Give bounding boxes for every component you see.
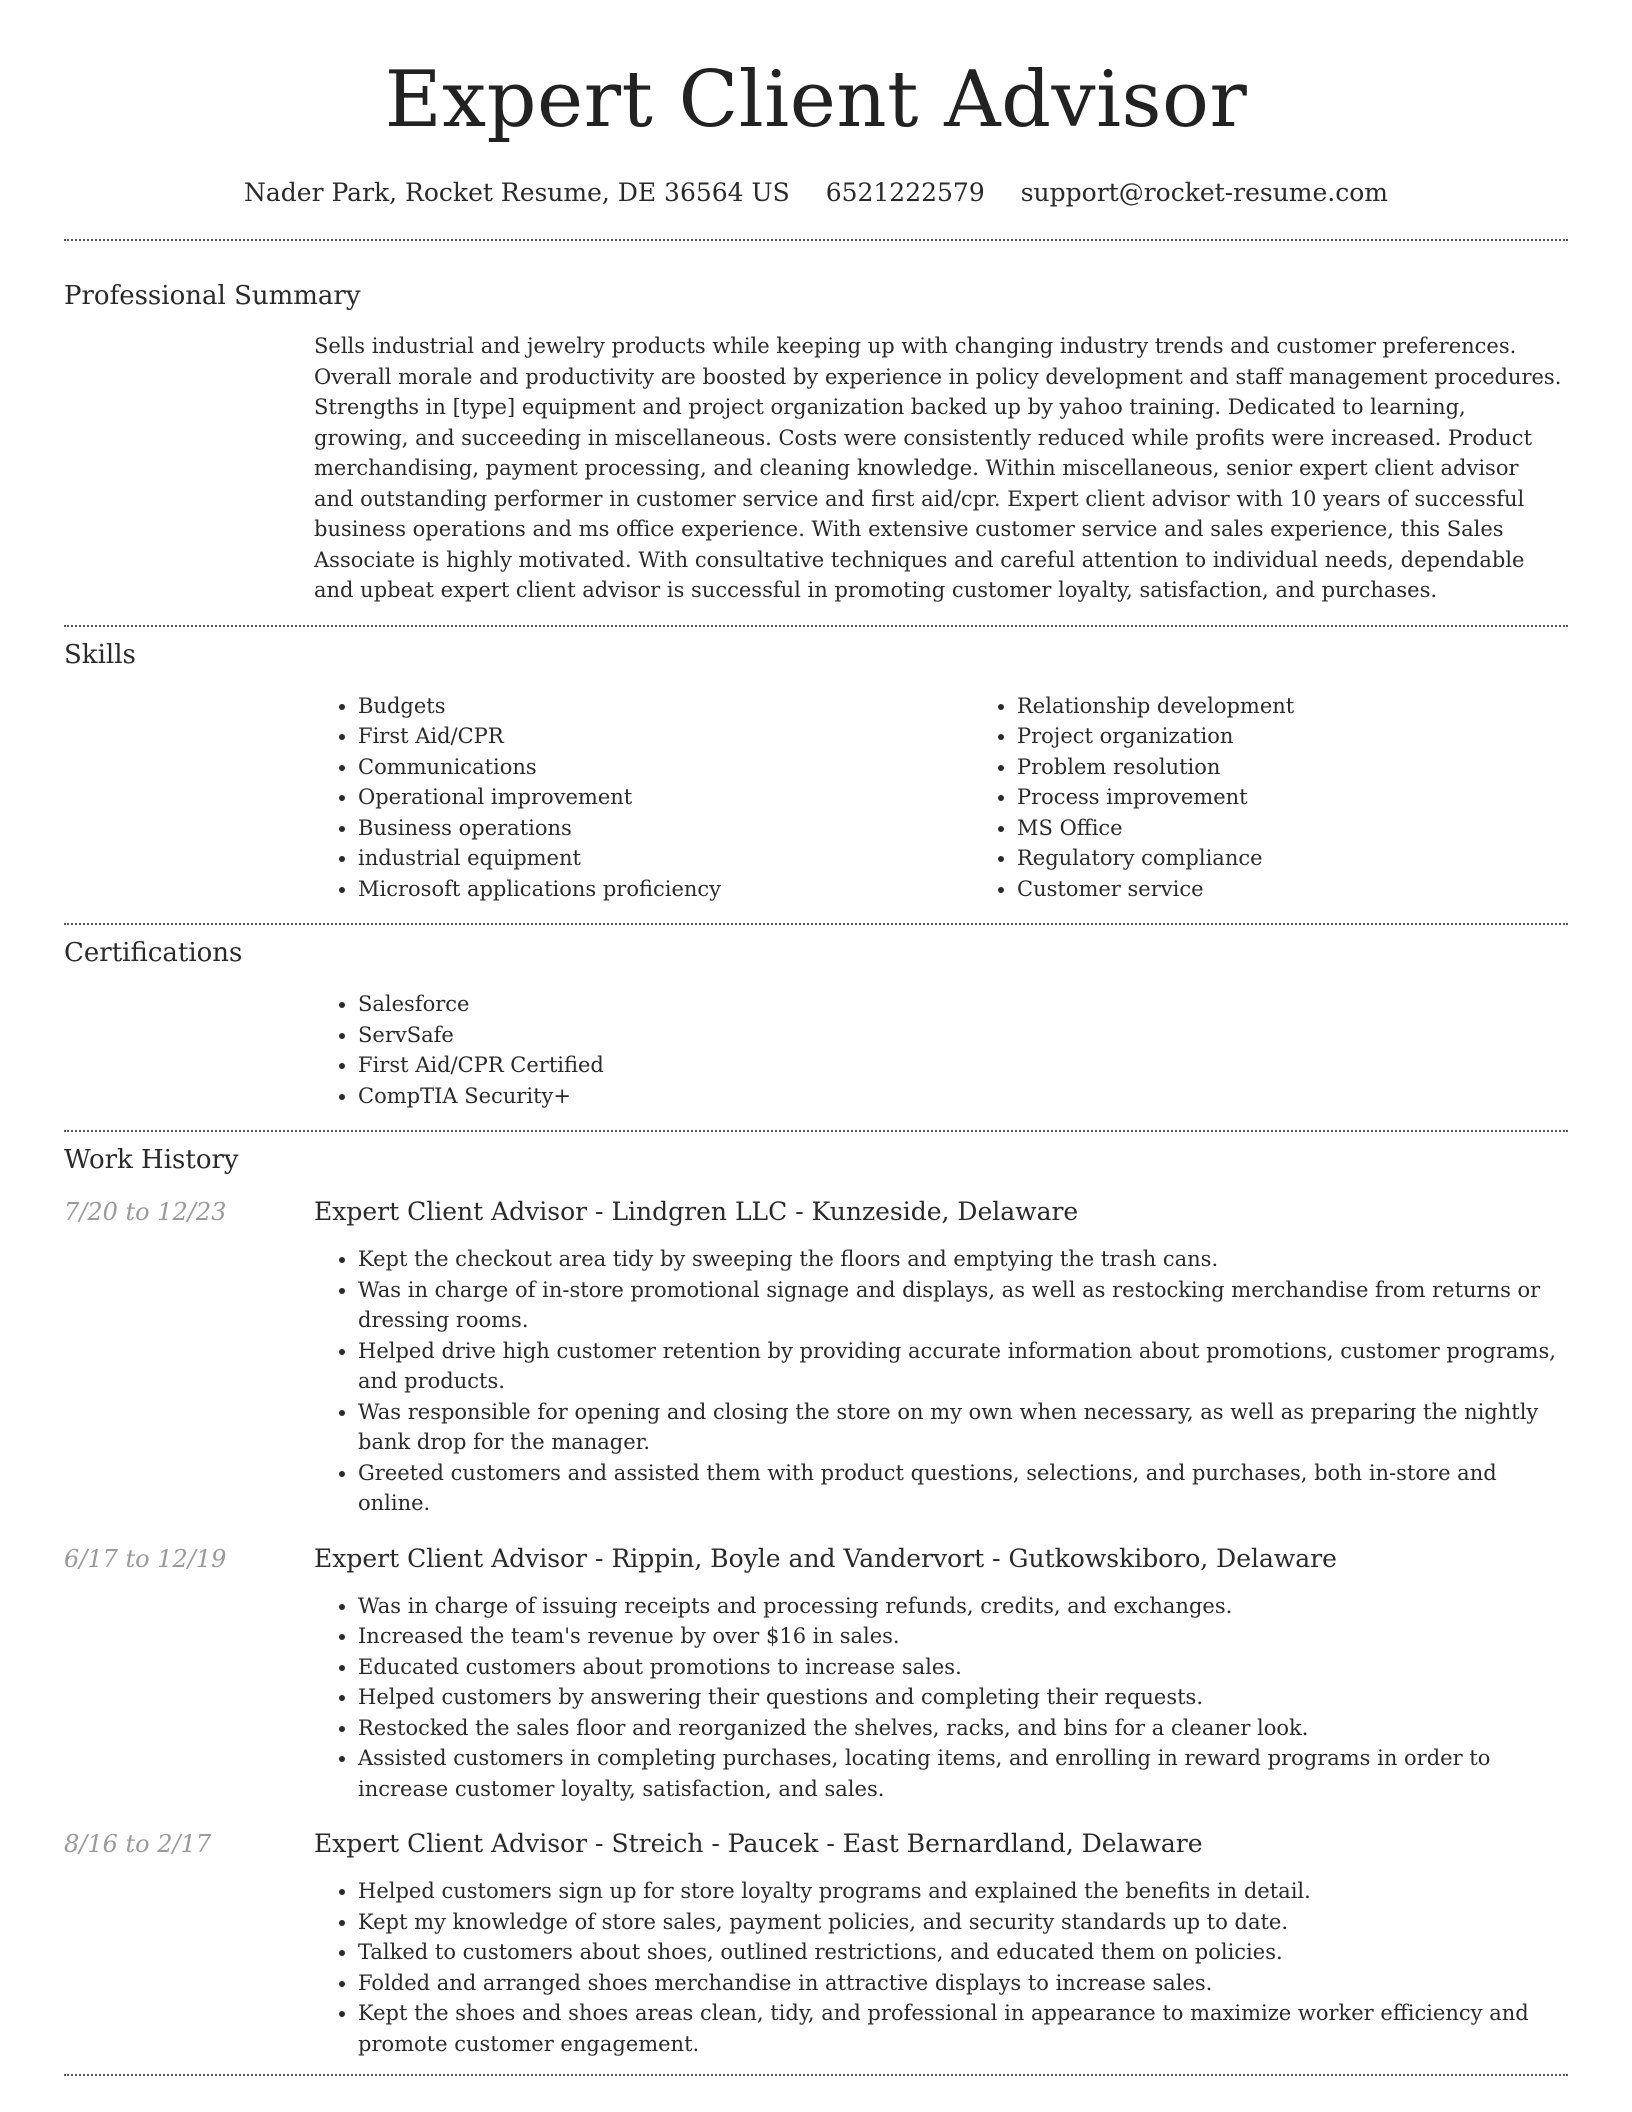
- skill-item: • Relationship development: [1017, 691, 1632, 722]
- certifications-divider: [64, 1130, 1568, 1132]
- contact-line: [64, 176, 1568, 210]
- job-bullets: [314, 1244, 1568, 1519]
- resume-page: [64, 0, 1568, 2076]
- job-entry: [64, 1196, 1568, 1519]
- header-divider: [64, 239, 1568, 241]
- certification-item: • First Aid/CPR Certified: [358, 1050, 1564, 1081]
- contact-address: Nader Park, Rocket Resume, DE 36564 US: [243, 178, 790, 207]
- work-section: [64, 1143, 1568, 2059]
- skill-item: • Regulatory compliance: [1017, 843, 1632, 874]
- skill-item: • Business operations: [358, 813, 973, 844]
- contact-email: support@rocket-resume.com: [1020, 178, 1389, 207]
- job-title: Expert Client Advisor - Lindgren LLC - Kunzeside, Delaware: [314, 1197, 1079, 1226]
- certifications-title: Certifications: [64, 938, 243, 968]
- job-bullet: • Restocked the sales floor and reorganized the shelves, racks, and bins for a cleaner look.: [358, 1713, 1568, 1744]
- job-bullet: • Folded and arranged shoes merchandise in attractive displays to increase sales.: [358, 1968, 1568, 1999]
- skills-divider: [64, 923, 1568, 925]
- summary-text: Sells industrial and jewelry products while keeping up with changing industry trends and customer preferences. Overall morale and productivity are boosted by experience in policy development and staff management procedures. Strengths in [type] equipment and project organization backed up by yahoo training. Dedicated to learning, growing, and succeeding in miscellaneous. Costs were consistently reduced while profits were increased. Product merchandising, payment processing, and cleaning knowledge. Within miscellaneous, senior expert client advisor and outstanding performer in customer service and first aid/cpr. Expert client advisor with 10 years of successful business operations and ms office experience. With extensive customer service and sales experience, this Sales Associate is highly motivated. With consultative techniques and careful attention to individual needs, dependable and upbeat expert client advisor is successful in promoting customer loyalty, satisfaction, and purchases.: [314, 334, 1562, 602]
- skill-item: • First Aid/CPR: [358, 721, 973, 752]
- contact-phone: 6521222579: [825, 178, 985, 207]
- skills-grid: [314, 691, 1564, 905]
- certification-item: • CompTIA Security+: [358, 1081, 1564, 1112]
- job-bullet: • Helped customers by answering their questions and completing their requests.: [358, 1682, 1568, 1713]
- job-bullets: [314, 1876, 1568, 2059]
- job-bullet: • Was responsible for opening and closing the store on my own when necessary, as well as preparing the nightly bank drop for the manager.: [358, 1397, 1568, 1458]
- job-bullet: • Greeted customers and assisted them with product questions, selections, and purchases, both in-store and online.: [358, 1458, 1568, 1519]
- summary-divider: [64, 625, 1568, 627]
- job-bullet: • Talked to customers about shoes, outlined restrictions, and educated them on policies.: [358, 1937, 1568, 1968]
- job-entry: [64, 1828, 1568, 2059]
- certification-item: • ServSafe: [358, 1020, 1564, 1051]
- job-bullet: • Increased the team's revenue by over $16 in sales.: [358, 1621, 1568, 1652]
- job-dates: 8/16 to 2/17: [64, 1830, 212, 1858]
- skills-title: Skills: [64, 639, 136, 670]
- job-bullet: • Helped drive high customer retention by providing accurate information about promotions, customer programs, and products.: [358, 1336, 1568, 1397]
- skill-item: • industrial equipment: [358, 843, 973, 874]
- job-bullets: [314, 1591, 1568, 1805]
- skill-item: • Budgets: [358, 691, 973, 722]
- work-jobs: [64, 1196, 1568, 2059]
- candidate-name: Expert Client Advisor: [384, 55, 1248, 145]
- summary-title: Professional Summary: [64, 281, 361, 311]
- job-bullet: • Assisted customers in completing purchases, locating items, and enrolling in reward programs in order to increase customer loyalty, satisfaction, and sales.: [358, 1743, 1568, 1804]
- skill-item: • Project organization: [1017, 721, 1632, 752]
- skill-item: • MS Office: [1017, 813, 1632, 844]
- skill-item: • Problem resolution: [1017, 752, 1632, 783]
- job-dates: 6/17 to 12/19: [64, 1544, 227, 1573]
- skill-item: • Customer service: [1017, 874, 1632, 905]
- job-bullet: • Was in charge of in-store promotional signage and displays, as well as restocking merchandise from returns or dressing rooms.: [358, 1275, 1568, 1336]
- work-title: Work History: [64, 1145, 239, 1175]
- certifications-section: [64, 936, 1568, 1111]
- skills-section: [64, 638, 1568, 905]
- job-title: Expert Client Advisor - Rippin, Boyle and Vandervort - Gutkowskiboro, Delaware: [314, 1543, 1337, 1573]
- skills-list-right: [973, 691, 1632, 905]
- certifications-block: [314, 989, 1564, 1111]
- summary-section: [64, 279, 1568, 606]
- job-bullet: • Kept my knowledge of store sales, payment policies, and security standards up to date.: [358, 1907, 1568, 1938]
- job-title: Expert Client Advisor - Streich - Paucek - East Bernardland, Delaware: [314, 1829, 1203, 1858]
- job-entry: [64, 1543, 1568, 1805]
- skill-item: • Process improvement: [1017, 782, 1632, 813]
- job-bullet: • Was in charge of issuing receipts and processing refunds, credits, and exchanges.: [358, 1591, 1568, 1622]
- job-bullet: • Helped customers sign up for store loyalty programs and explained the benefits in detail.: [358, 1876, 1568, 1907]
- job-dates: 7/20 to 12/23: [64, 1198, 227, 1226]
- work-divider: [64, 2074, 1568, 2076]
- skill-item: • Operational improvement: [358, 782, 973, 813]
- skill-item: • Communications: [358, 752, 973, 783]
- skills-list-left: [314, 691, 973, 905]
- certification-item: • Salesforce: [358, 989, 1564, 1020]
- job-bullet: • Educated customers about promotions to increase sales.: [358, 1652, 1568, 1683]
- skill-item: • Microsoft applications proficiency: [358, 874, 973, 905]
- job-bullet: • Kept the shoes and shoes areas clean, tidy, and professional in appearance to maximize worker efficiency and promote customer engagement.: [358, 1998, 1568, 2059]
- job-bullet: • Kept the checkout area tidy by sweeping the floors and emptying the trash cans.: [358, 1244, 1568, 1275]
- certifications-list: [314, 989, 1564, 1111]
